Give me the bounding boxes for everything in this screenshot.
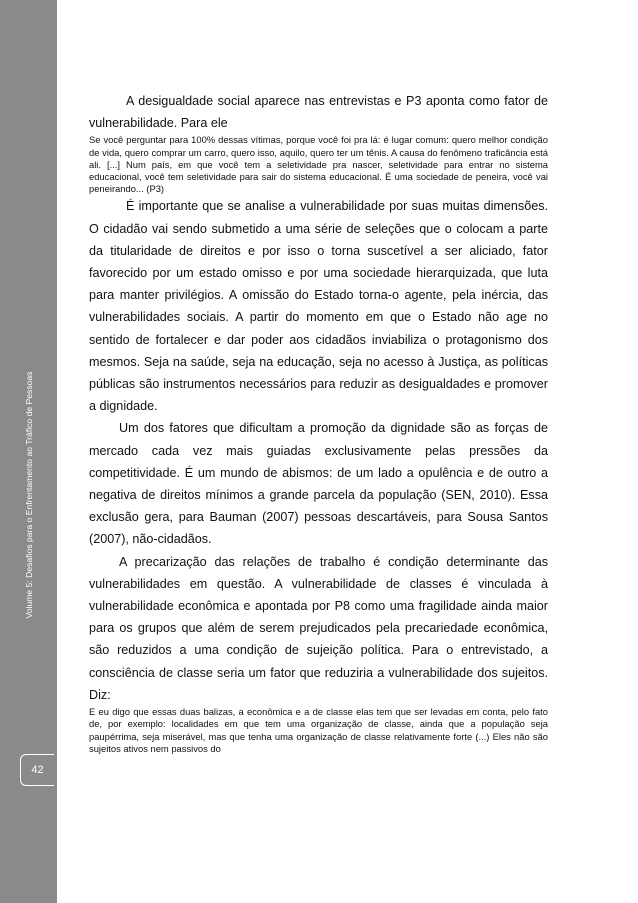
paragraph-3: Um dos fatores que dificultam a promoção da dignidade são as forças de mercado cada vez mais guiadas exclusivamente pelas pressões da competitividade. É um mundo de abismos: de um lado a opulência e de outro a negativa de direitos mínimos a grande parcela da população (SEN, 2010). Essa exclusão gera, para Bauman (2007) pessoas descartáveis, para Sousa Santos (2007), não-cidadãos. (89, 421, 548, 547)
page-number: 42 (20, 754, 54, 786)
paragraph-4: A precarização das relações de trabalho é condição determinante das vulnerabilidades em questão. A vulnerabilidade de classes é vinculada à vulnerabilidade econômica e apontada por P8 como uma fragilidade ainda maior para os grupos que além de serem prejudicados pela precariedade econômica, são reduzidos a uma condição de sujeição política. Para o entrevistado, a consciência de classe seria um fator que reduziria a vulnerabilidade dos sujeitos. Diz: (89, 554, 548, 702)
paragraph-1: A desigualdade social aparece nas entrevistas e P3 aponta como fator de vulnerabilidade. Para ele (89, 94, 548, 131)
page-body (89, 90, 548, 755)
paragraph-2: É importante que se analise a vulnerabilidade por suas muitas dimensões. O cidadão vai sendo submetido a uma série de seleções que o colocam a parte da titularidade de direitos e por isso o torna suscetível a ser aliciado, fator favorecido por um estado omisso e por uma sociedade hierarquizada, que luta para manter privilégios. A omissão do Estado torna-o agente, pela inércia, das vulnerabilidades sociais. A partir do momento em que o Estado não age no sentido de fortalecer e dar poder aos cidadãos inviabiliza o protagonismo dos mesmos. Seja na saúde, seja na educação, seja no acesso à Justiça, as políticas públicas são instrumentos necessários para reduzir as desigualdades e promover a dignidade. (89, 199, 548, 414)
sidebar (0, 0, 57, 903)
quote-p3: Se você perguntar para 100% dessas vítimas, porque você foi pra lá: é lugar comum: quero melhor condição de vida, quero comprar um carro, quero isso, aquilo, quero ter um tênis. A causa do fenômeno traficância está ali. [...] Num país, em que você tem a seletividade pra nascer, seletividade para entrar no sistema educacional, você tem seletividade para sair do sistema educacional. É uma sociedade de peneira, você vai peneirando... (P3) (89, 134, 548, 195)
volume-title: Volume 5: Desafios para o Enfrentamento ao Tráfico de Pessoas (24, 371, 34, 619)
quote-p8: E eu digo que essas duas balizas, a econômica e a de classe elas tem que ser levadas em conta, pelo fato de, por exemplo: localidades em que tem uma organização de classe, ainda que a população seja paupérrima, seja miserável, mas que tenha uma organização de classe relativamente forte (...) Eles não são sujeitos ativos nem passivos do (89, 706, 548, 754)
